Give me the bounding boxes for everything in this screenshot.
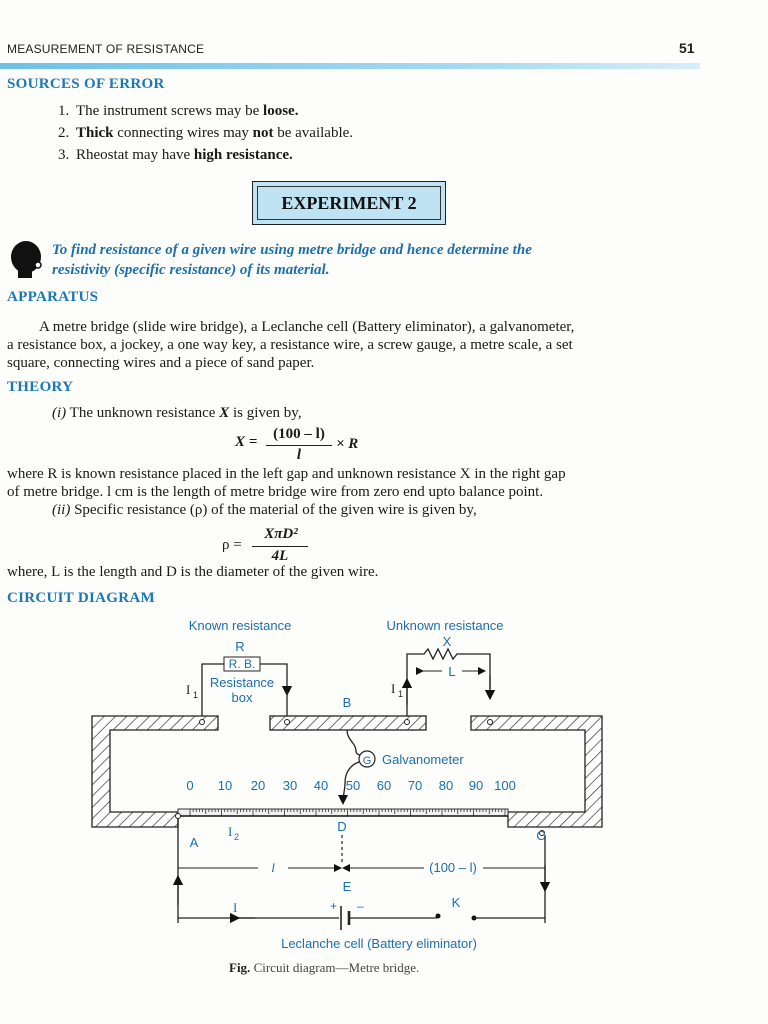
svg-text:20: 20 xyxy=(250,778,266,793)
svg-text:50: 50 xyxy=(345,778,361,793)
plus-sign: + xyxy=(330,899,338,913)
c-label: C xyxy=(536,828,546,843)
apparatus-heading: APPARATUS xyxy=(7,289,99,305)
current-i2: I xyxy=(228,824,233,839)
rb-label: R. B. xyxy=(228,657,256,671)
svg-text:Known resistance: Known resistance xyxy=(188,618,292,633)
theory-where-2: where, L is the length and D is the diameter of the given wire. xyxy=(7,564,379,580)
l-length-label: l xyxy=(271,860,275,875)
hundred-minus-l-label: (100 – l) xyxy=(429,860,477,875)
scale-labels xyxy=(186,778,515,793)
key-contact-1 xyxy=(436,914,441,919)
circuit-heading: CIRCUIT DIAGRAM xyxy=(7,590,155,606)
known-resistance-label xyxy=(189,618,292,633)
minus-sign: – xyxy=(357,899,364,913)
resistance-box-label-2: box xyxy=(231,690,253,705)
theory-item-ii: (ii) Specific resistance (ρ) of the material of the given wire is given by, xyxy=(52,502,477,518)
galvanometer-label: Galvanometer xyxy=(382,752,464,767)
experiment-label: EXPERIMENT 2 xyxy=(252,181,446,225)
formula-2-numerator: XπD² xyxy=(264,526,298,542)
svg-text:2: 2 xyxy=(234,832,240,842)
formula-1-numerator: (100 – l) xyxy=(273,426,325,442)
x-label: X xyxy=(442,634,452,649)
svg-text:60: 60 xyxy=(376,778,392,793)
l-label: L xyxy=(448,664,456,679)
unknown-resistance-label xyxy=(386,618,503,633)
thinking-head-icon xyxy=(6,238,46,280)
formula-2-denominator: 4L xyxy=(271,548,289,564)
svg-text:100: 100 xyxy=(494,778,516,793)
k-label: K xyxy=(451,895,461,910)
r-label: R xyxy=(235,639,245,654)
list-item: 2. Thick connecting wires may not be available. xyxy=(58,125,354,141)
cell-label: Leclanche cell (Battery eliminator) xyxy=(281,936,477,951)
list-item: 1. The instrument screws may be loose. xyxy=(58,103,299,119)
header-rule xyxy=(0,63,700,69)
formula-1-lhs: X = xyxy=(235,434,258,450)
list-item: 3. Rheostat may have high resistance. xyxy=(58,147,293,163)
svg-text:80: 80 xyxy=(438,778,454,793)
theory-where-1: where R is known resistance placed in the left gap and unknown resistance X in the right gap of metre bridge. l cm is the length of metre bridge wire from zero end upto balance point. xyxy=(7,466,566,500)
wire-left-rb xyxy=(202,664,224,722)
figure-caption: Fig. Circuit diagram—Metre bridge. xyxy=(229,960,420,975)
a-label: A xyxy=(189,835,199,850)
middle-copper-strip xyxy=(270,716,426,730)
b-label: B xyxy=(342,695,352,710)
svg-text:70: 70 xyxy=(407,778,423,793)
circuit-diagram xyxy=(0,605,768,955)
theory-item-i: (i) The unknown resistance X is given by, xyxy=(52,405,302,421)
svg-text:G: G xyxy=(362,755,372,767)
formula-2-bar xyxy=(252,546,308,547)
svg-text:Unknown resistance: Unknown resistance xyxy=(386,618,504,633)
theory-heading: THEORY xyxy=(7,379,74,395)
formula-1-denominator: l xyxy=(296,447,302,463)
svg-text:40: 40 xyxy=(313,778,329,793)
e-label: E xyxy=(342,879,352,894)
resistance-box-label: Resistance xyxy=(209,675,275,690)
d-label: D xyxy=(337,819,347,834)
current-i-label: I xyxy=(233,900,238,915)
experiment-aim: To find resistance of a given wire using metre bridge and hence determine the resistivity (specific resistance) of its material. xyxy=(52,242,532,278)
page-number: 51 xyxy=(679,40,695,56)
errors-heading: SOURCES OF ERROR xyxy=(7,76,165,92)
svg-text:0: 0 xyxy=(186,778,194,793)
formula-1-rhs: × R xyxy=(336,436,359,452)
current-i1-left: I xyxy=(186,682,191,697)
apparatus-text: A metre bridge (slide wire bridge), a Leclanche cell (Battery eliminator), a galvanometer, a resistance box, a jockey, a one way key, a resistance wire, a screw gauge, a metre scale, a set square, connecting wires and a piece of sand paper. xyxy=(7,319,575,371)
svg-text:1: 1 xyxy=(398,689,404,699)
svg-text:1: 1 xyxy=(193,690,199,700)
errors-list xyxy=(58,100,353,166)
formula-1-bar xyxy=(266,445,332,446)
svg-text:30: 30 xyxy=(282,778,298,793)
svg-text:10: 10 xyxy=(217,778,233,793)
formula-2-lhs: ρ = xyxy=(222,537,242,553)
svg-text:90: 90 xyxy=(468,778,484,793)
chapter-title: MEASUREMENT OF RESISTANCE xyxy=(7,42,205,56)
current-i1-right: I xyxy=(391,681,396,696)
unknown-resistor xyxy=(407,649,490,722)
